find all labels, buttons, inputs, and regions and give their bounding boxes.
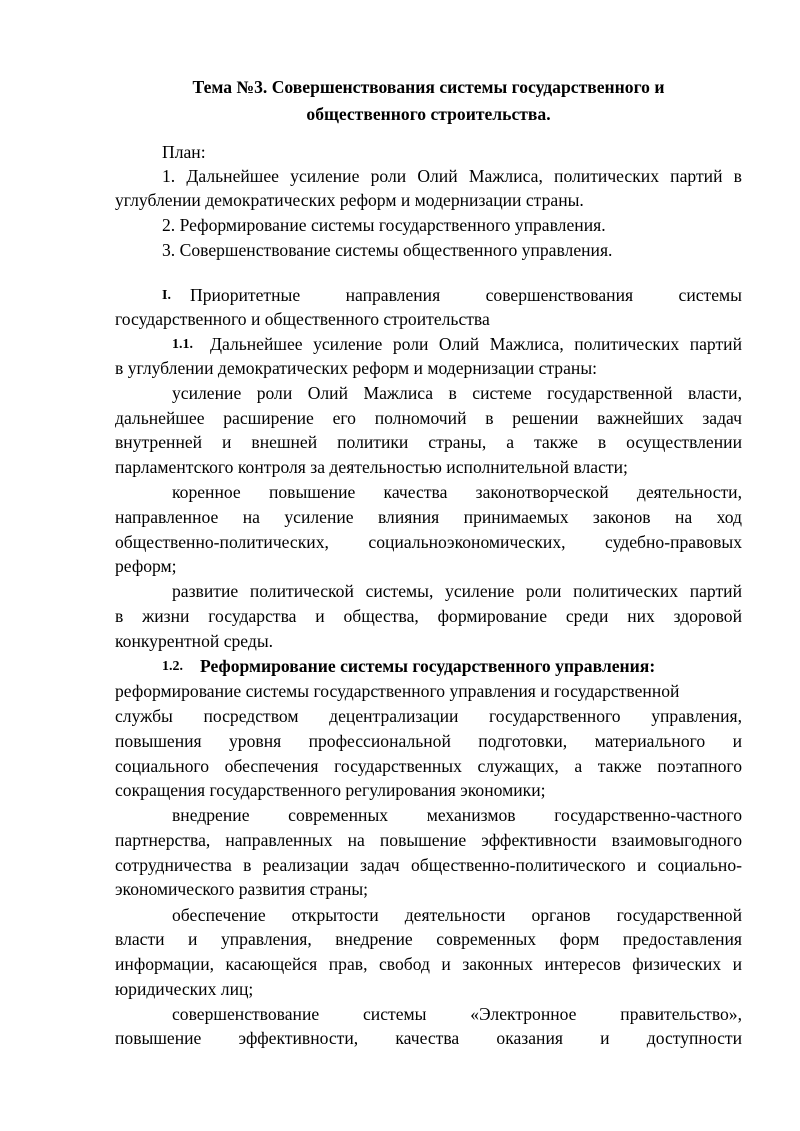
plan-heading: План: <box>162 142 206 162</box>
title-line-1: Тема №3. Совершенствования системы государственного и <box>192 77 665 97</box>
sub11-p2-line-3: общественно-политических, социальноэкономических, судебно-правовых <box>115 532 742 552</box>
subsection-1-2-number: 1.2. <box>162 659 183 674</box>
sub12-p3-line-4: юридических лиц; <box>115 979 254 999</box>
sub12-p1-line-5: сокращения государственного регулирования экономики; <box>115 780 546 800</box>
sub11-p1-line-4: парламентского контроля за деятельностью исполнительной власти; <box>115 457 628 477</box>
sub11-p2-line-4: реформ; <box>115 556 177 576</box>
sub12-p1-line-1: реформирование системы государственного управления и государственной <box>115 681 680 701</box>
sub11-p2-line-2: направленное на усиление влияния принимаемых законов на ход <box>115 507 742 527</box>
plan-item-1-line-2: углублении демократических реформ и модернизации страны. <box>115 190 584 210</box>
sub11-p3-line-3: конкурентной среды. <box>115 631 274 651</box>
sub12-p3-line-1: обеспечение открытости деятельности органов государственной <box>172 905 742 925</box>
sub12-p4-line-2: повышение эффективности, качества оказания и доступности <box>115 1028 742 1048</box>
sub11-p1-line-1: усиление роли Олий Мажлиса в системе государственной власти, <box>172 383 742 403</box>
sub11-p1-line-2: дальнейшее расширение его полномочий в решении важнейших задач <box>115 408 742 428</box>
sub12-p1-line-2: службы посредством децентрализации государственного управления, <box>115 706 742 726</box>
sub12-p3-line-3: информации, касающейся прав, свобод и законных интересов физических и <box>115 954 742 974</box>
sub11-p3-line-2: в жизни государства и общества, формирование среди них здоровой <box>115 606 742 626</box>
title-line-2: общественного строительства. <box>306 104 551 124</box>
plan-item-1-line-1: 1. Дальнейшее усиление роли Олий Мажлиса, политических партий в <box>162 166 742 186</box>
sub12-p1-line-3: повышения уровня профессиональной подготовки, материального и <box>115 731 742 751</box>
sub12-p3-line-2: власти и управления, внедрение современных форм предоставления <box>115 929 742 949</box>
sub11-p1-line-3: внутренней и внешней политики страны, а также в осуществлении <box>115 432 742 452</box>
sub12-p2-line-4: экономического развития страны; <box>115 879 369 899</box>
sub11-p3-line-1: развитие политической системы, усиление роли политических партий <box>172 581 742 601</box>
section-1-heading-line-2: государственного и общественного строительства <box>115 309 490 329</box>
sub12-p2-line-2: партнерства, направленных на повышение эффективности взаимовыгодного <box>115 830 742 850</box>
subsection-1-1-heading-line-2: в углублении демократических реформ и модернизации страны: <box>115 358 598 378</box>
sub12-p1-line-4: социального обеспечения государственных служащих, а также поэтапного <box>115 756 742 776</box>
plan-item-3: 3. Совершенствование системы общественного управления. <box>162 240 613 260</box>
section-1-heading-line-1: Приоритетные направления совершенствования системы <box>190 285 742 305</box>
sub11-p2-line-1: коренное повышение качества законотворческой деятельности, <box>172 482 742 502</box>
subsection-1-1-heading-line-1: Дальнейшее усиление роли Олий Мажлиса, политических партий <box>210 334 742 354</box>
sub12-p2-line-1: внедрение современных механизмов государственно-частного <box>172 805 742 825</box>
section-1-number: I. <box>162 288 171 303</box>
plan-item-2: 2. Реформирование системы государственного управления. <box>162 215 606 235</box>
document-title <box>115 74 742 128</box>
sub12-p2-line-3: сотрудничества в реализации задач общественно-политического и социально- <box>115 855 742 875</box>
subsection-1-2-heading: Реформирование системы государственного управления: <box>200 656 656 676</box>
subsection-1-1-number: 1.1. <box>172 337 193 352</box>
sub12-p4-line-1: совершенствование системы «Электронное правительство», <box>172 1004 742 1024</box>
